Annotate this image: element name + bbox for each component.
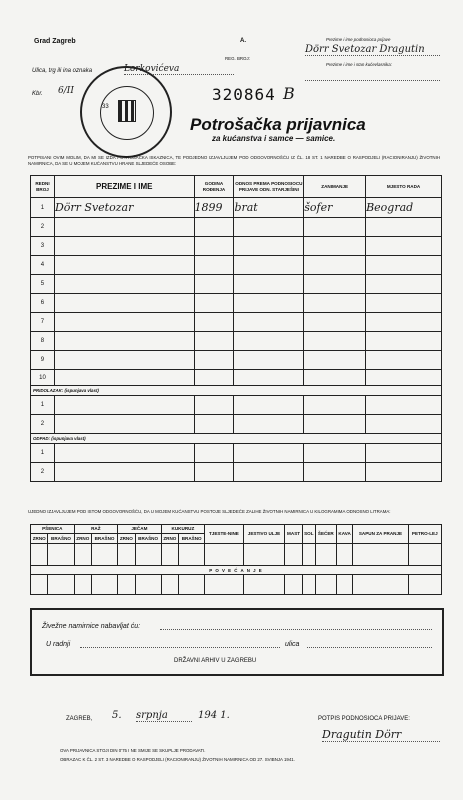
group-header: PŠENICA	[31, 525, 75, 534]
table-row	[31, 275, 442, 294]
sub-header: BRAŠNO	[179, 534, 205, 544]
sub-header: BRAŠNO	[135, 534, 161, 544]
sub-header: ZRNO	[31, 534, 48, 544]
table-row	[31, 351, 442, 370]
street-label: Ulica, trg ili ina oznaka	[32, 68, 93, 74]
table-row	[31, 332, 442, 351]
date-year: 194 1.	[198, 710, 230, 721]
group-header: JEČAM	[118, 525, 162, 534]
row-number: 8	[31, 332, 55, 351]
surname-value: Dörr Svetozar Dragutin	[305, 44, 440, 56]
col-header: ZANIMANJE	[304, 176, 366, 198]
birth-year: 1899	[194, 198, 234, 218]
street-label-2: ulica	[285, 641, 300, 648]
col-header: TJESTE-NINE	[205, 525, 243, 544]
row-number: 5	[31, 275, 55, 294]
odpad-label: ODPAD: (ispunjava vlast)	[31, 434, 442, 444]
form-subtitle: za kućanstva i samce — samice.	[212, 134, 336, 143]
sub-header: ZRNO	[74, 534, 91, 544]
house-value: 6/II	[58, 86, 74, 96]
signature-value: Dragutin Dörr	[322, 728, 440, 742]
footnote-2: OBRAZAC K ČL. 2 ST. 3 NAREDBE O RASPODJELI (RACIONIRANJU) ŽIVOTNIH NAMIRNICA OD 27. SVIBNJA 1941.	[60, 757, 295, 762]
person-name: Dörr Svetozar	[54, 198, 194, 218]
state-stamp	[80, 66, 172, 158]
col-header: ODNOS PREMA PODNOSIOCU PRIJAVE ODN. STARJEŠINI	[234, 176, 304, 198]
row-number: 3	[31, 237, 55, 256]
table-row: 2	[31, 415, 442, 434]
row-number: 9	[31, 351, 55, 370]
col-header: MAST	[285, 525, 302, 544]
col-header: PREZIME I IME	[54, 176, 194, 198]
stamp-number: 33	[102, 104, 109, 110]
table-row	[31, 370, 442, 386]
city-label: Grad Zagreb	[34, 38, 76, 45]
row-number: 7	[31, 313, 55, 332]
col-header: KAVA	[336, 525, 353, 544]
group-header: RAŽ	[74, 525, 118, 534]
col-header: REDNI BROJ	[31, 176, 55, 198]
table-row	[31, 294, 442, 313]
shop-box	[30, 608, 444, 676]
workplace: Beograd	[366, 198, 442, 218]
table-row: 1	[31, 444, 442, 463]
persons-table	[30, 175, 442, 482]
reg-label: REG. BROJ:	[225, 56, 250, 61]
pridolazak-label: PRIDOLAZAK: (ispunjava vlast)	[31, 386, 442, 396]
row-number: 2	[31, 218, 55, 237]
table-row	[31, 313, 442, 332]
surname-label: Prezime i ime podnosioca prijave	[326, 37, 391, 42]
archive-stamp: DRŽAVNI ARHIV U ZAGREBU	[174, 658, 257, 664]
coat-of-arms-icon	[118, 100, 136, 122]
table-row	[31, 575, 442, 595]
col-header: ŠEĆER	[315, 525, 336, 544]
street-value: Lorkovićeva	[124, 64, 234, 75]
footnote-1: OVA PRIJAVNICA STOJI DIN 0'75 I NE SMIJE SE SKUPLJE PRODAVATI.	[60, 748, 206, 753]
sub-header: ZRNO	[118, 534, 135, 544]
form-title: Potrošačka prijavnica	[190, 115, 366, 134]
form-suffix: B	[283, 84, 295, 103]
col-header: SAPUN ZA PRANJE	[353, 525, 408, 544]
table-row	[31, 237, 442, 256]
table-row: 2	[31, 463, 442, 482]
table-row	[31, 198, 442, 218]
date-day: 5.	[112, 710, 122, 721]
intro-text: POTPISANI OVIM MOLIM, DA MI SE IZDA POTROŠAČKA ISKAZNICA, TE PODJEDNO IZJAVLJUJEM POD ODGOVORNOŠĆU IZ ČL. 18 ST. 1 NAREDBE O RASPODJELI (RACIONIRANJU) ŽIVOTNIH NAMIRNICA, DA SE U MOJEM KUĆANSTVU HRANE SLJEDEĆE OSOBE:	[28, 155, 440, 166]
landlord-label: Prezime i ime i stan kućevlasnika:	[326, 62, 392, 67]
col-header: PETRO-LEJ	[408, 525, 441, 544]
relation: brat	[234, 198, 304, 218]
sub-header: ZRNO	[161, 534, 178, 544]
table-row: 1	[31, 396, 442, 415]
shop-label: U radnji	[46, 641, 71, 648]
row-number: 1	[31, 198, 55, 218]
col-header: GODINA ROĐENJA	[194, 176, 234, 198]
stock-table	[30, 524, 442, 595]
house-label: Kbr.	[32, 91, 43, 97]
landlord-line	[305, 74, 440, 81]
group-header: KUKURUZ	[161, 525, 205, 534]
stock-intro-text: UJEDNO IZJAVLJUJEM POD ISTOM ODGOVORNOŠĆU, DA U MOJEM KUĆANSTVU POSTOJE SLJEDEĆE ZALIHE ŽIVOTNIH NAMIRNICA U KILOGRAMIMA ODNOSNO LITRAMA:	[28, 509, 391, 514]
sub-header: BRAŠNO	[48, 534, 74, 544]
sub-header: BRAŠNO	[92, 534, 118, 544]
row-number: 4	[31, 256, 55, 275]
letter-a: A.	[240, 38, 246, 44]
povecanje-label: P O V E Ć A N J E	[31, 566, 442, 575]
table-row	[31, 256, 442, 275]
occupation: šofer	[304, 198, 366, 218]
signature-label: POTPIS PODNOSIOCA PRIJAVE:	[318, 716, 410, 722]
table-row	[31, 544, 442, 566]
col-header: MJESTO RADA	[366, 176, 442, 198]
date-month: srpnja	[136, 710, 192, 722]
form-number: 320864	[212, 85, 276, 104]
row-number: 10	[31, 370, 55, 386]
shop-line-1: Živežne namirnice nabavljat ću:	[42, 623, 141, 630]
col-header: SOL	[302, 525, 315, 544]
table-row	[31, 218, 442, 237]
row-number: 6	[31, 294, 55, 313]
col-header: JESTIVO ULJE	[243, 525, 285, 544]
place-label: ZAGREB,	[66, 716, 93, 722]
